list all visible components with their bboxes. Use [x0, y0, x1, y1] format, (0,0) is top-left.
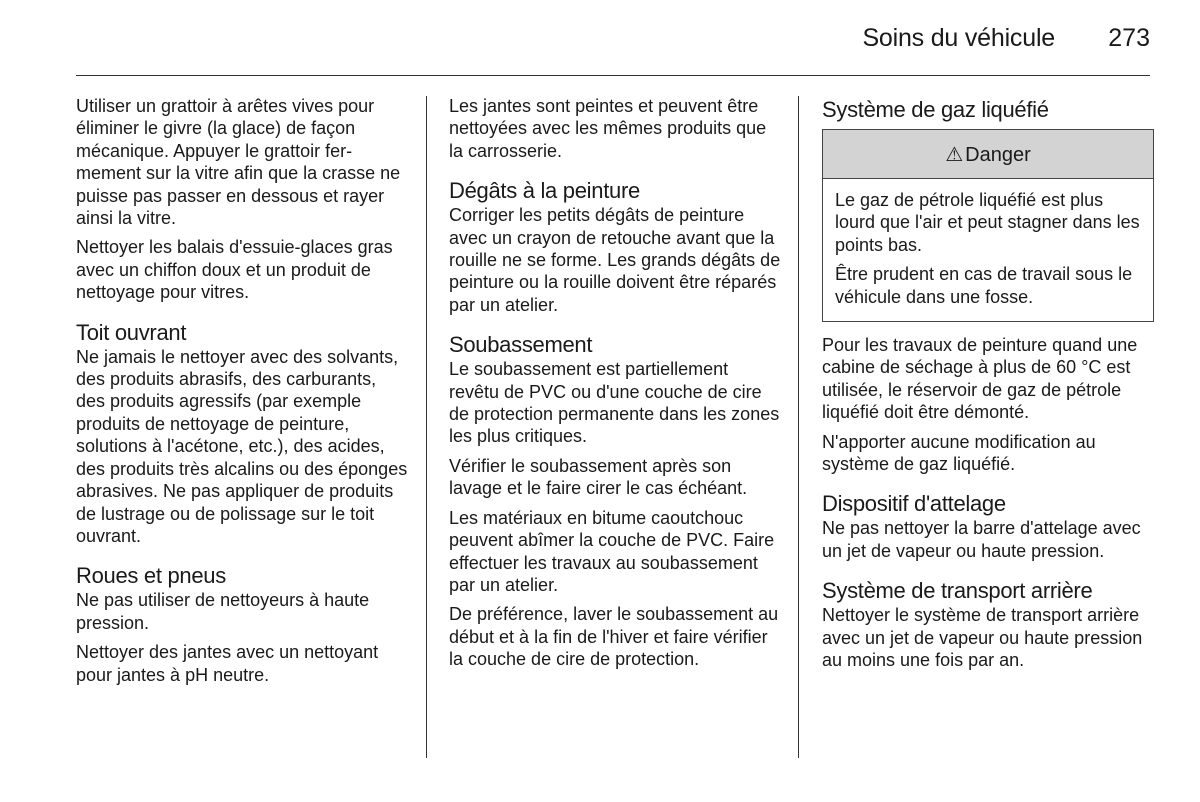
warning-triangle-icon: ⚠: [945, 144, 964, 166]
column-divider-1: [426, 96, 427, 758]
column-1: [76, 95, 410, 693]
paragraph-soubassement-3: Les matériaux en bitume caoutchouc peuvent abîmer la couche de PVC. Faire effectuer les travaux au soubassement par un atelier.: [449, 507, 775, 595]
heading-gaz-liquefie: Système de gaz liquéfié: [822, 97, 1049, 122]
section-transport-arriere: [822, 578, 1154, 671]
section-degats-peinture: [449, 178, 783, 316]
heading-roues-pneus: Roues et pneus: [76, 563, 226, 589]
paragraph-soubassement-2: Vérifier le soubassement après son lavage et le faire cirer le cas échéant.: [449, 455, 748, 499]
paragraph-toit-ouvrant: Ne jamais le nettoyer avec des solvants, des produits abrasifs, des carburants, des produits agressifs (par exemple produits de nettoyage de peinture, solutions à l'acétone, etc.), des acides, des produits très alcalins ou des éponges abrasives. Ne pas appliquer de produits de lustrage ou de polissage sur le toit ouvrant.: [76, 346, 408, 546]
section-toit-ouvrant: [76, 320, 410, 548]
danger-header: [823, 130, 1153, 179]
danger-box: [822, 129, 1154, 322]
section-attelage: [822, 491, 1154, 562]
paragraph-wiper-blades: Nettoyer les balais d'essuie-glaces gras avec un chiffon doux et un produit de nettoyage pour vitres.: [76, 237, 393, 303]
paragraph-jantes: Les jantes sont peintes et peuvent être nettoyées avec les mêmes produits que la carrosserie.: [449, 96, 767, 161]
heading-soubassement: Soubassement: [449, 332, 593, 358]
paragraph-transport-arriere: Nettoyer le système de transport arrière avec un jet de vapeur ou haute pression au moins une fois par an.: [822, 605, 1143, 671]
paragraph-gaz-2: N'apporter aucune modification au système de gaz liquéfié.: [822, 431, 1096, 475]
paragraph-roues-1: Ne pas utiliser de nettoyeurs à haute pression.: [76, 590, 370, 633]
danger-label: Danger: [965, 144, 1031, 166]
column-2: [449, 95, 783, 678]
heading-toit-ouvrant: Toit ouvrant: [76, 319, 187, 345]
paragraph-soubassement-1: Le soubassement est partiellement revêtu de PVC ou d'une couche de cire de protection permanente dans les zones les plus critiques.: [449, 359, 780, 447]
heading-transport-arriere: Système de transport arrière: [822, 578, 1093, 604]
paragraph-degats-peinture: Corriger les petits dégâts de peinture avec un crayon de retouche avant que la rouille ne se forme. Les grands dégâts de peinture ou la rouille doivent être réparés par un atelier.: [449, 205, 781, 315]
header-rule: [76, 75, 1150, 76]
heading-degats-peinture: Dégâts à la peinture: [449, 178, 640, 204]
section-gaz-liquefie: [822, 97, 1154, 475]
page-number: 273: [1108, 24, 1150, 52]
danger-paragraph-2: Être prudent en cas de travail sous le véhicule dans une fosse.: [835, 264, 1133, 307]
paragraph-soubassement-4: De préférence, laver le soubassement au début et à la fin de l'hiver et faire vérifier la couche de cire de protection.: [449, 604, 779, 670]
heading-attelage: Dispositif d'attelage: [822, 491, 1006, 517]
danger-paragraph-1: Le gaz de pétrole liquéfié est plus lourd que l'air et peut stagner dans les points bas.: [835, 190, 1140, 255]
column-3: [822, 95, 1154, 679]
paragraph-roues-2: Nettoyer des jantes avec un nettoyant pour jantes à pH neutre.: [76, 642, 379, 685]
column-divider-2: [798, 96, 799, 758]
section-soubassement: [449, 332, 783, 670]
paragraph-attelage: Ne pas nettoyer la barre d'attelage avec un jet de vapeur ou haute pression.: [822, 518, 1141, 561]
section-roues-pneus: [76, 563, 410, 686]
danger-body: [823, 179, 1153, 321]
paragraph-gaz-1: Pour les travaux de peinture quand une cabine de séchage à plus de 60 °C est utilisée, le réservoir de gaz de pétrole liquéfié doit être démonté.: [822, 335, 1138, 423]
page-title: Soins du véhicule: [862, 24, 1055, 52]
paragraph-scraper: Utiliser un grattoir à arêtes vives pour éliminer le givre (la glace) de façon mécanique. Appuyer le grattoir fermement sur la vitre afin que la crasse ne puisse pas passer en dessous et rayer ainsi la vitre.: [76, 96, 401, 229]
